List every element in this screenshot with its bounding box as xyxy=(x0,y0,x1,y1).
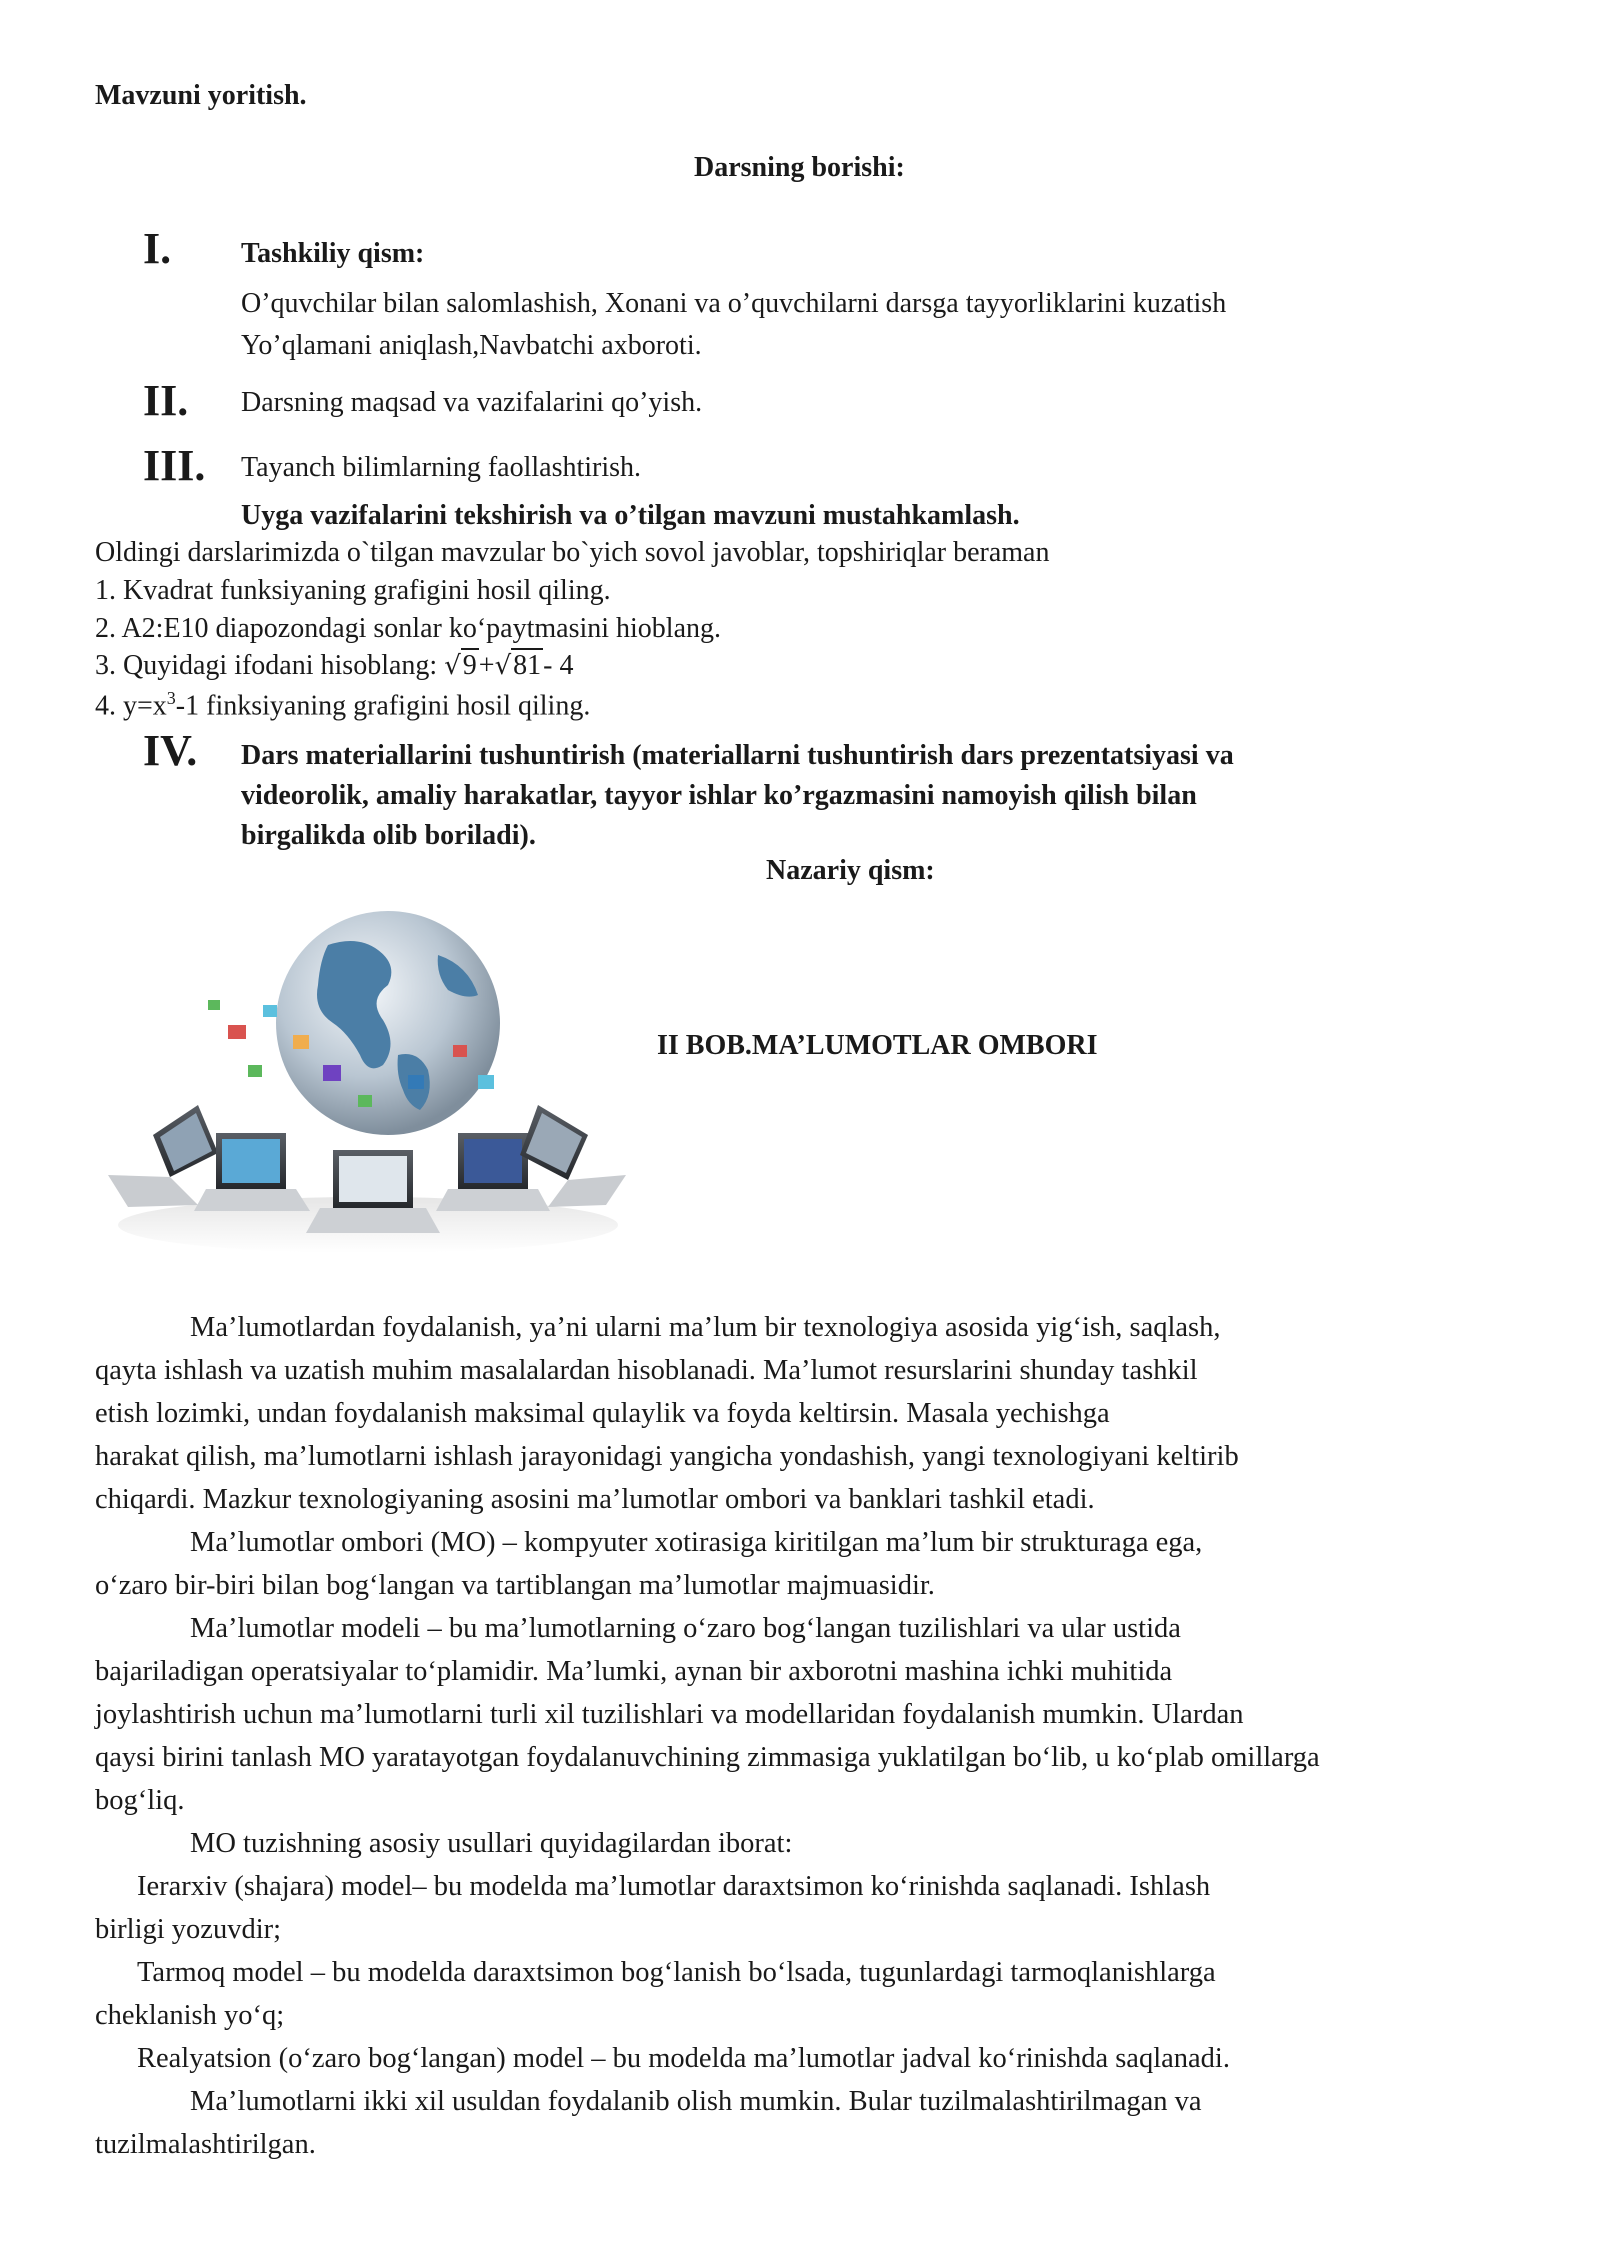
review-question-2: 2. A2:E10 diapozondagi sonlar ko‘paytmasini hioblang. xyxy=(95,613,722,644)
radical-sign-icon: √ xyxy=(494,651,512,681)
sqrt-81-value: 81 xyxy=(513,650,542,681)
globe-network-icon xyxy=(98,905,636,1257)
section-4-line-1: Dars materiallarini tushuntirish (materiallarni tushuntirish dars prezentatsiyasi va xyxy=(241,740,1234,771)
text-line: Tarmoq model – bu modelda daraxtsimon bog‘lanish bo‘lsada, tugunlardagi tarmoqlanishlarga xyxy=(137,1957,1216,1988)
review-question-3 xyxy=(95,650,573,682)
text-line: Realyatsion (o‘zaro bog‘langan) model – bu modelda ma’lumotlar jadval ko‘rinishda saqlanadi. xyxy=(137,2043,1230,2074)
text-line: bog‘liq. xyxy=(95,1785,185,1816)
review-question-3-tail: - 4 xyxy=(543,650,574,681)
text-line: Ma’lumotlarni ikki xil usuldan foydalanib olish mumkin. Bular tuzilmalashtirilmagan va xyxy=(190,2086,1202,2117)
review-question-1: 1. Kvadrat funksiyaning grafigini hosil qiling. xyxy=(95,575,611,606)
text-line: qaysi birini tanlash MO yaratayotgan foydalanuvchining zimmasiga yuklatilgan bo‘lib, u ko‘plab omillarga xyxy=(95,1742,1320,1773)
section-1-numeral: I. xyxy=(143,224,172,273)
review-intro: Oldingi darslarimizda o`tilgan mavzular bo`yich sovol javoblar, topshiriqlar beraman xyxy=(95,537,1050,568)
review-question-3-prefix: 3. Quyidagi ifodani hisoblang: xyxy=(95,650,438,681)
text-line: tuzilmalashtirilgan. xyxy=(95,2129,316,2160)
text-line: chiqardi. Mazkur texnologiyaning asosini ma’lumotlar ombori va banklari tashkil etadi. xyxy=(95,1484,1095,1515)
paragraph-7 xyxy=(95,2037,1490,2080)
exponent: 3 xyxy=(166,688,176,708)
text-line: harakat qilish, ma’lumotlarni ishlash jarayonidagi yangicha yondashish, yangi texnologiyani keltirib xyxy=(95,1441,1239,1472)
section-2-text: Darsning maqsad va vazifalarini qo’yish. xyxy=(241,387,703,418)
section-2-numeral: II. xyxy=(143,376,189,425)
section-4-line-2: videorolik, amaliy harakatlar, tayyor ishlar ko’rgazmasini namoyish qilish bilan xyxy=(241,780,1197,811)
text-line: birligi yozuvdir; xyxy=(95,1914,282,1945)
text-line: bajariladigan operatsiyalar to‘plamidir. Ma’lumki, aynan bir axborotni mashina ichki muhitida xyxy=(95,1656,1173,1687)
sqrt-9-value: 9 xyxy=(462,650,477,681)
plus-sign: + xyxy=(478,650,495,681)
section-1-line-2: Yo’qlamani aniqlash,Navbatchi axboroti. xyxy=(241,330,702,361)
section-3-text: Tayanch bilimlarning faollashtirish. xyxy=(241,452,642,483)
section-4-numeral: IV. xyxy=(143,726,198,775)
theory-heading: Nazariy qism: xyxy=(766,855,935,886)
section-1-line-1: O’quvchilar bilan salomlashish, Xonani va o’quvchilarni darsga tayyorliklarini kuzatish xyxy=(241,288,1227,319)
chapter-title: II BOB.MA’LUMOTLAR OMBORI xyxy=(657,1030,1098,1061)
lesson-flow-heading: Darsning borishi: xyxy=(694,152,905,183)
section-3-subtitle: Uyga vazifalarini tekshirish va o’tilgan mavzuni mustahkamlash. xyxy=(241,500,1020,531)
globe-laptops-illustration xyxy=(98,905,636,1257)
paragraph-6 xyxy=(95,1951,1490,2037)
paragraph-3 xyxy=(95,1607,1490,1822)
text-line: o‘zaro bir-biri bilan bog‘langan va tartiblangan ma’lumotlar majmuasidir. xyxy=(95,1570,935,1601)
section-1-title: Tashkiliy qism: xyxy=(241,238,425,269)
section-3-numeral: III. xyxy=(143,441,206,490)
review-question-4-rest: -1 finksiyaning grafigini hosil qiling. xyxy=(175,690,591,722)
text-line: etish lozimki, undan foydalanish maksimal qulaylik va foyda keltirsin. Masala yechishga xyxy=(95,1398,1110,1429)
text-line: Ma’lumotlar ombori (MO) – kompyuter xotirasiga kiritilgan ma’lum bir strukturaga ega, xyxy=(190,1527,1203,1558)
paragraph-2 xyxy=(95,1521,1490,1607)
topic-heading: Mavzuni yoritish. xyxy=(95,80,307,111)
sqrt-9 xyxy=(444,650,479,682)
text-line: cheklanish yo‘q; xyxy=(95,2000,285,2031)
sqrt-81 xyxy=(495,650,544,682)
text-line: Ma’lumotlar modeli – bu ma’lumotlarning o‘zaro bog‘langan tuzilishlari va ular ustida xyxy=(190,1613,1181,1644)
paragraph-1 xyxy=(95,1306,1490,1521)
section-4-line-3: birgalikda olib boriladi). xyxy=(241,820,536,851)
text-line: Ierarxiv (shajara) model– bu modelda ma’lumotlar daraxtsimon ko‘rinishda saqlanadi. Ishlash xyxy=(137,1871,1211,1902)
paragraph-8 xyxy=(95,2080,1490,2166)
text-line: joylashtirish uchun ma’lumotlarni turli xil tuzilishlari va modellaridan foydalanish mumkin. Ulardan xyxy=(95,1699,1244,1730)
review-question-4 xyxy=(95,688,590,722)
paragraph-4 xyxy=(95,1822,1490,1865)
radical-sign-icon: √ xyxy=(444,651,461,681)
text-line: qayta ishlash va uzatish muhim masalalardan hisoblanadi. Ma’lumot resurslarini shunday tashkil xyxy=(95,1355,1198,1386)
paragraph-5 xyxy=(95,1865,1490,1951)
review-question-4-lead: 4. y=x xyxy=(95,690,167,722)
text-line: MO tuzishning asosiy usullari quyidagilardan iborat: xyxy=(190,1828,793,1859)
text-line: Ma’lumotlardan foydalanish, ya’ni ularni ma’lum bir texnologiya asosida yig‘ish, saqlash, xyxy=(190,1312,1221,1343)
